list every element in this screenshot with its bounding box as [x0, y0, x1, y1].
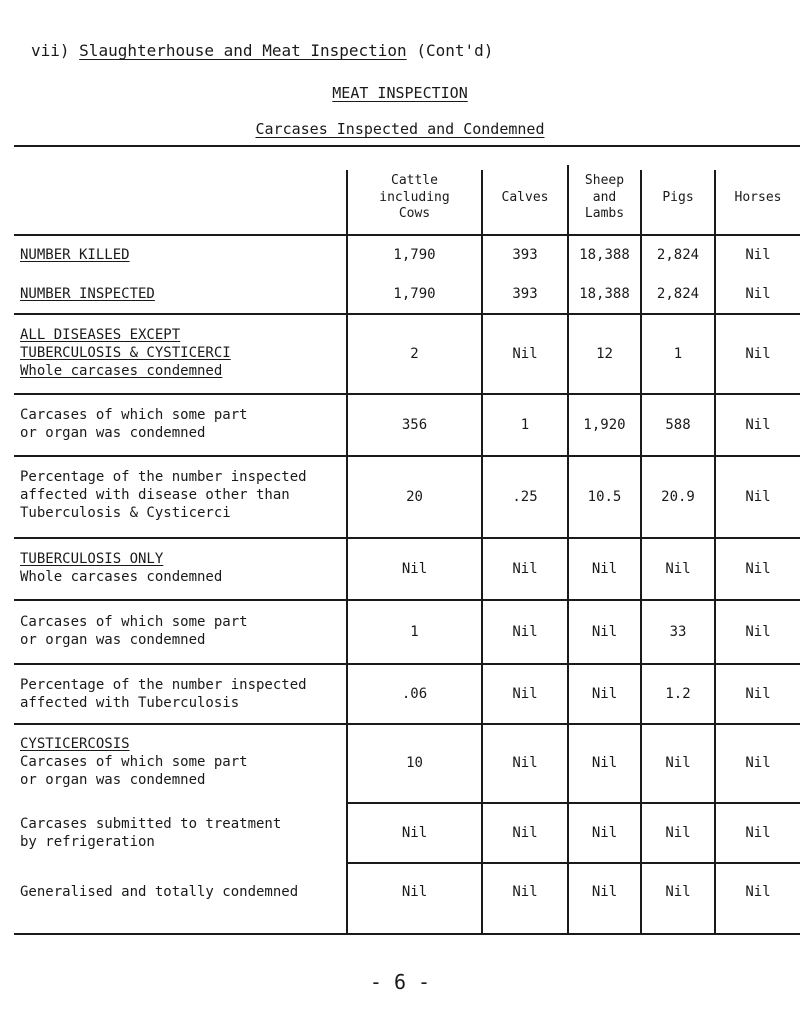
- row-label-text: by refrigeration: [20, 834, 155, 850]
- table-cell: Nil: [745, 285, 771, 302]
- table-cell: .25: [512, 488, 538, 505]
- table-rule: [14, 933, 800, 935]
- column-header-pigs: [642, 165, 714, 231]
- table-cell: Nil: [665, 755, 691, 772]
- row-label-text: NUMBER INSPECTED: [20, 286, 155, 302]
- table-cell: 33: [669, 623, 687, 640]
- table-cell: Nil: [401, 883, 428, 900]
- table-cell: Nil: [512, 755, 538, 772]
- table-cell: 18,388: [579, 246, 630, 263]
- table-cell: Nil: [745, 824, 771, 841]
- row-label-number-inspected: [20, 285, 340, 303]
- table-cell: Nil: [745, 246, 771, 263]
- column-header-line: including: [379, 189, 450, 205]
- row-label-text: Tuberculosis & Cysticerci: [20, 505, 231, 521]
- table-cell: 356: [401, 416, 428, 433]
- table-cell: Nil: [745, 883, 771, 900]
- table-cell: 20.9: [661, 488, 695, 505]
- table-cell: 1.2: [665, 685, 691, 702]
- table-cell: 12: [596, 345, 613, 362]
- subheading: [0, 84, 800, 102]
- table-rule: [14, 145, 800, 147]
- row-label-text: Generalised and totally condemned: [20, 884, 299, 900]
- row-label-generalised: [20, 883, 340, 901]
- table-cell: Nil: [401, 560, 428, 577]
- row-label-text: Carcases submitted to treatment: [20, 816, 282, 832]
- row-label-text: Carcases of which some part: [20, 407, 248, 423]
- table-cell: 393: [512, 285, 538, 302]
- column-header-line: Cattle: [391, 172, 438, 188]
- table-title: [0, 120, 800, 138]
- table-cell: 1,790: [393, 246, 436, 263]
- table-cell: .06: [401, 685, 428, 702]
- column-header-cattle: [348, 165, 481, 231]
- row-label-text: CYSTICERCOSIS: [20, 736, 130, 752]
- table-cell: Nil: [512, 560, 538, 577]
- table-cell: 1,920: [583, 416, 626, 433]
- column-header-horses: [716, 165, 800, 231]
- row-label-cysticercosis: [20, 735, 340, 789]
- table-cell: 393: [512, 246, 538, 263]
- table-cell: Nil: [745, 345, 771, 362]
- row-label-text: ALL DISEASES EXCEPT: [20, 327, 181, 343]
- column-header-line: Lambs: [584, 206, 625, 222]
- column-header-line: Horses: [734, 189, 782, 205]
- row-label-carcases-part-tb: [20, 613, 340, 649]
- table-cell: Nil: [512, 824, 538, 841]
- table-cell: 18,388: [579, 285, 630, 302]
- column-header-sheep: [569, 165, 640, 231]
- table-cell: 2: [410, 345, 419, 362]
- table-cell: Nil: [745, 560, 771, 577]
- table-cell: 588: [665, 416, 691, 433]
- table-cell: Nil: [512, 685, 538, 702]
- table-cell: Nil: [591, 685, 618, 702]
- subheading-text: MEAT INSPECTION: [332, 84, 468, 102]
- row-label-text: Whole carcases condemned: [20, 569, 223, 585]
- row-label-number-killed: [20, 246, 340, 264]
- table-cell: Nil: [665, 560, 691, 577]
- table-cell: Nil: [591, 883, 618, 900]
- row-label-refrigeration: [20, 815, 340, 851]
- row-label-text: Carcases of which some part: [20, 614, 248, 630]
- table-cell: Nil: [745, 685, 771, 702]
- row-label-percentage-tb: [20, 676, 340, 712]
- row-label-text: affected with Tuberculosis: [20, 695, 240, 711]
- table-cell: Nil: [665, 824, 691, 841]
- column-header-line: Pigs: [662, 189, 694, 205]
- table-rule: [14, 234, 800, 236]
- table-cell: 10.5: [587, 488, 622, 505]
- row-label-text: NUMBER KILLED: [20, 247, 130, 263]
- table-cell: Nil: [512, 623, 538, 640]
- table-cell: Nil: [591, 623, 618, 640]
- row-label-text: affected with disease other than: [20, 487, 290, 503]
- table-cell: Nil: [591, 560, 618, 577]
- row-label-text: Carcases of which some part: [20, 754, 248, 770]
- row-label-percentage-disease: [20, 468, 340, 522]
- row-label-text: Percentage of the number inspected: [20, 469, 307, 485]
- section-title: Slaughterhouse and Meat Inspection: [79, 41, 407, 60]
- table-cell: 1: [673, 345, 683, 362]
- column-header-line: Sheep: [584, 172, 625, 188]
- table-cell: 1,790: [393, 285, 436, 302]
- row-label-carcases-part: [20, 406, 340, 442]
- table-cell: 2,824: [656, 285, 700, 302]
- page-number: - 6 -: [369, 970, 431, 994]
- row-label-text: or organ was condemned: [20, 632, 206, 648]
- table-title-text: Carcases Inspected and Condemned: [255, 120, 545, 138]
- table-cell: Nil: [591, 755, 618, 772]
- column-header-line: Cows: [398, 206, 431, 222]
- table-cell: Nil: [745, 488, 771, 505]
- table-cell: Nil: [512, 345, 538, 362]
- table-cell: Nil: [591, 824, 618, 841]
- row-label-text: Percentage of the number inspected: [20, 677, 307, 693]
- column-header-line: Calves: [501, 189, 549, 205]
- table-cell: 10: [406, 755, 423, 772]
- row-label-text: TUBERCULOSIS & CYSTICERCI: [20, 345, 231, 361]
- table-cell: Nil: [665, 883, 691, 900]
- table-cell: Nil: [745, 755, 771, 772]
- row-label-text: or organ was condemned: [20, 425, 206, 441]
- table-cell: Nil: [745, 623, 771, 640]
- row-label-all-diseases: [20, 326, 340, 380]
- row-label-text: Whole carcases condemned: [20, 363, 223, 379]
- table-cell: 20: [406, 488, 423, 505]
- table-rule: [346, 862, 800, 864]
- column-header-calves: [483, 165, 567, 231]
- table-cell: 1: [520, 416, 530, 433]
- table-cell: Nil: [745, 416, 771, 433]
- table-cell: 2,824: [656, 246, 700, 263]
- column-header-line: and: [592, 189, 617, 205]
- section-heading: [31, 41, 493, 60]
- section-continued: (Cont'd): [416, 41, 494, 60]
- row-label-text: TUBERCULOSIS ONLY: [20, 551, 164, 567]
- table-cell: Nil: [512, 883, 538, 900]
- table-cell: 1: [410, 623, 419, 640]
- row-label-text: or organ was condemned: [20, 772, 206, 788]
- table-cell: Nil: [401, 824, 428, 841]
- section-number: vii): [31, 41, 70, 60]
- row-label-tuberculosis-only: [20, 550, 340, 586]
